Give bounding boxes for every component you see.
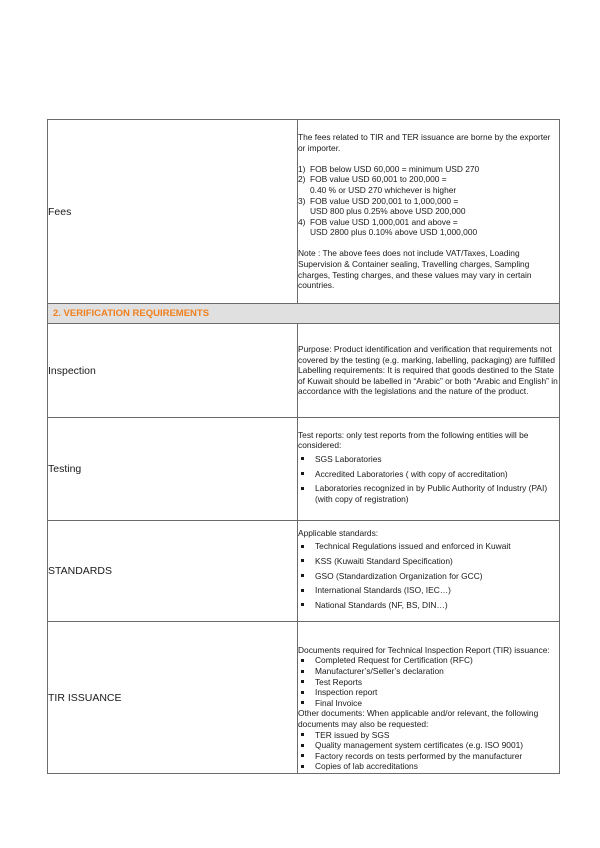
testing-row xyxy=(48,418,560,521)
inspection-labelling: Labelling requirements: It is required that goods destined to the State of Kuwait should be labelled in “Arabic” or both “Arabic and English” in accordance with the legislations and the nature of the product. xyxy=(298,365,558,397)
standards-content xyxy=(298,521,560,622)
fees-note: Note : The above fees does not include VAT/Taxes, Loading Supervision & Container sealing, Travelling charges, Sampling charges, Testing charges, and these values may vary in certain countries. xyxy=(298,248,532,291)
fees-content xyxy=(298,120,560,304)
list-item: TER issued by SGS xyxy=(298,730,559,741)
fees-label: Fees xyxy=(48,120,298,304)
fees-item: 2) FOB value USD 60,001 to 200,000 = 0.40 % or USD 270 whichever is higher xyxy=(298,174,457,196)
list-item: Technical Regulations issued and enforced in Kuwait xyxy=(298,541,559,552)
tir-label: TIR ISSUANCE xyxy=(48,622,298,774)
list-item: Factory records on tests performed by the manufacturer xyxy=(298,751,559,762)
list-item: Manufacturer’s/Seller’s declaration xyxy=(298,666,559,677)
tir-list xyxy=(298,655,559,708)
section-header xyxy=(48,304,560,324)
standards-row xyxy=(48,521,560,622)
testing-intro: Test reports: only test reports from the following entities will be considered: xyxy=(298,429,529,451)
fees-row xyxy=(48,120,560,304)
list-item: Inspection report xyxy=(298,687,559,698)
testing-label: Testing xyxy=(48,418,298,521)
standards-intro: Applicable standards: xyxy=(298,527,379,538)
inspection-purpose: Purpose: Product identification and verification that requirements not covered by the testing (e.g. marking, labelling, packaging) are fulfilled xyxy=(298,344,555,365)
list-item: Laboratories recognized in by Public Authority of Industry (PAI) (with copy of registration) xyxy=(298,483,559,504)
section-title: 2. VERIFICATION REQUIREMENTS xyxy=(48,304,560,324)
list-item: SGS Laboratories xyxy=(298,454,559,465)
list-item: Final Invoice xyxy=(298,698,559,709)
tir-row xyxy=(48,622,560,774)
list-item: Test Reports xyxy=(298,677,559,688)
requirements-table xyxy=(47,119,560,774)
list-item: International Standards (ISO, IEC…) xyxy=(298,585,559,596)
standards-list xyxy=(298,541,559,610)
inspection-label: Inspection xyxy=(48,324,298,418)
tir-intro: Documents required for Technical Inspection Report (TIR) issuance: xyxy=(298,644,550,655)
fees-item: 3) FOB value USD 200,001 to 1,000,000 = USD 800 plus 0.25% above USD 200,000 xyxy=(298,195,466,217)
fees-item: 4) FOB value USD 1,000,001 and above = USD 2800 plus 0.10% above USD 1,000,000 xyxy=(298,216,478,238)
fees-list xyxy=(298,164,559,238)
tir-other-list xyxy=(298,730,559,772)
testing-list xyxy=(298,454,559,504)
list-item: Copies of lab accreditations xyxy=(298,761,559,772)
list-item: Completed Request for Certification (RFC) xyxy=(298,655,559,666)
inspection-content xyxy=(298,324,560,418)
fees-intro: The fees related to TIR and TER issuance are borne by the exporter or importer. xyxy=(298,132,551,153)
list-item: National Standards (NF, BS, DIN…) xyxy=(298,600,559,611)
inspection-row xyxy=(48,324,560,418)
list-item: GSO (Standardization Organization for GCC) xyxy=(298,571,559,582)
list-item: Accredited Laboratories ( with copy of accreditation) xyxy=(298,469,559,480)
tir-content xyxy=(298,622,560,774)
tir-other: Other documents: When applicable and/or relevant, the following documents may also be requested: xyxy=(298,708,539,730)
list-item: KSS (Kuwaiti Standard Specification) xyxy=(298,556,559,567)
standards-label: STANDARDS xyxy=(48,521,298,622)
list-item: Quality management system certificates (e.g. ISO 9001) xyxy=(298,740,559,751)
fees-item: 1) FOB below USD 60,000 = minimum USD 270 xyxy=(298,163,480,174)
testing-content xyxy=(298,418,560,521)
